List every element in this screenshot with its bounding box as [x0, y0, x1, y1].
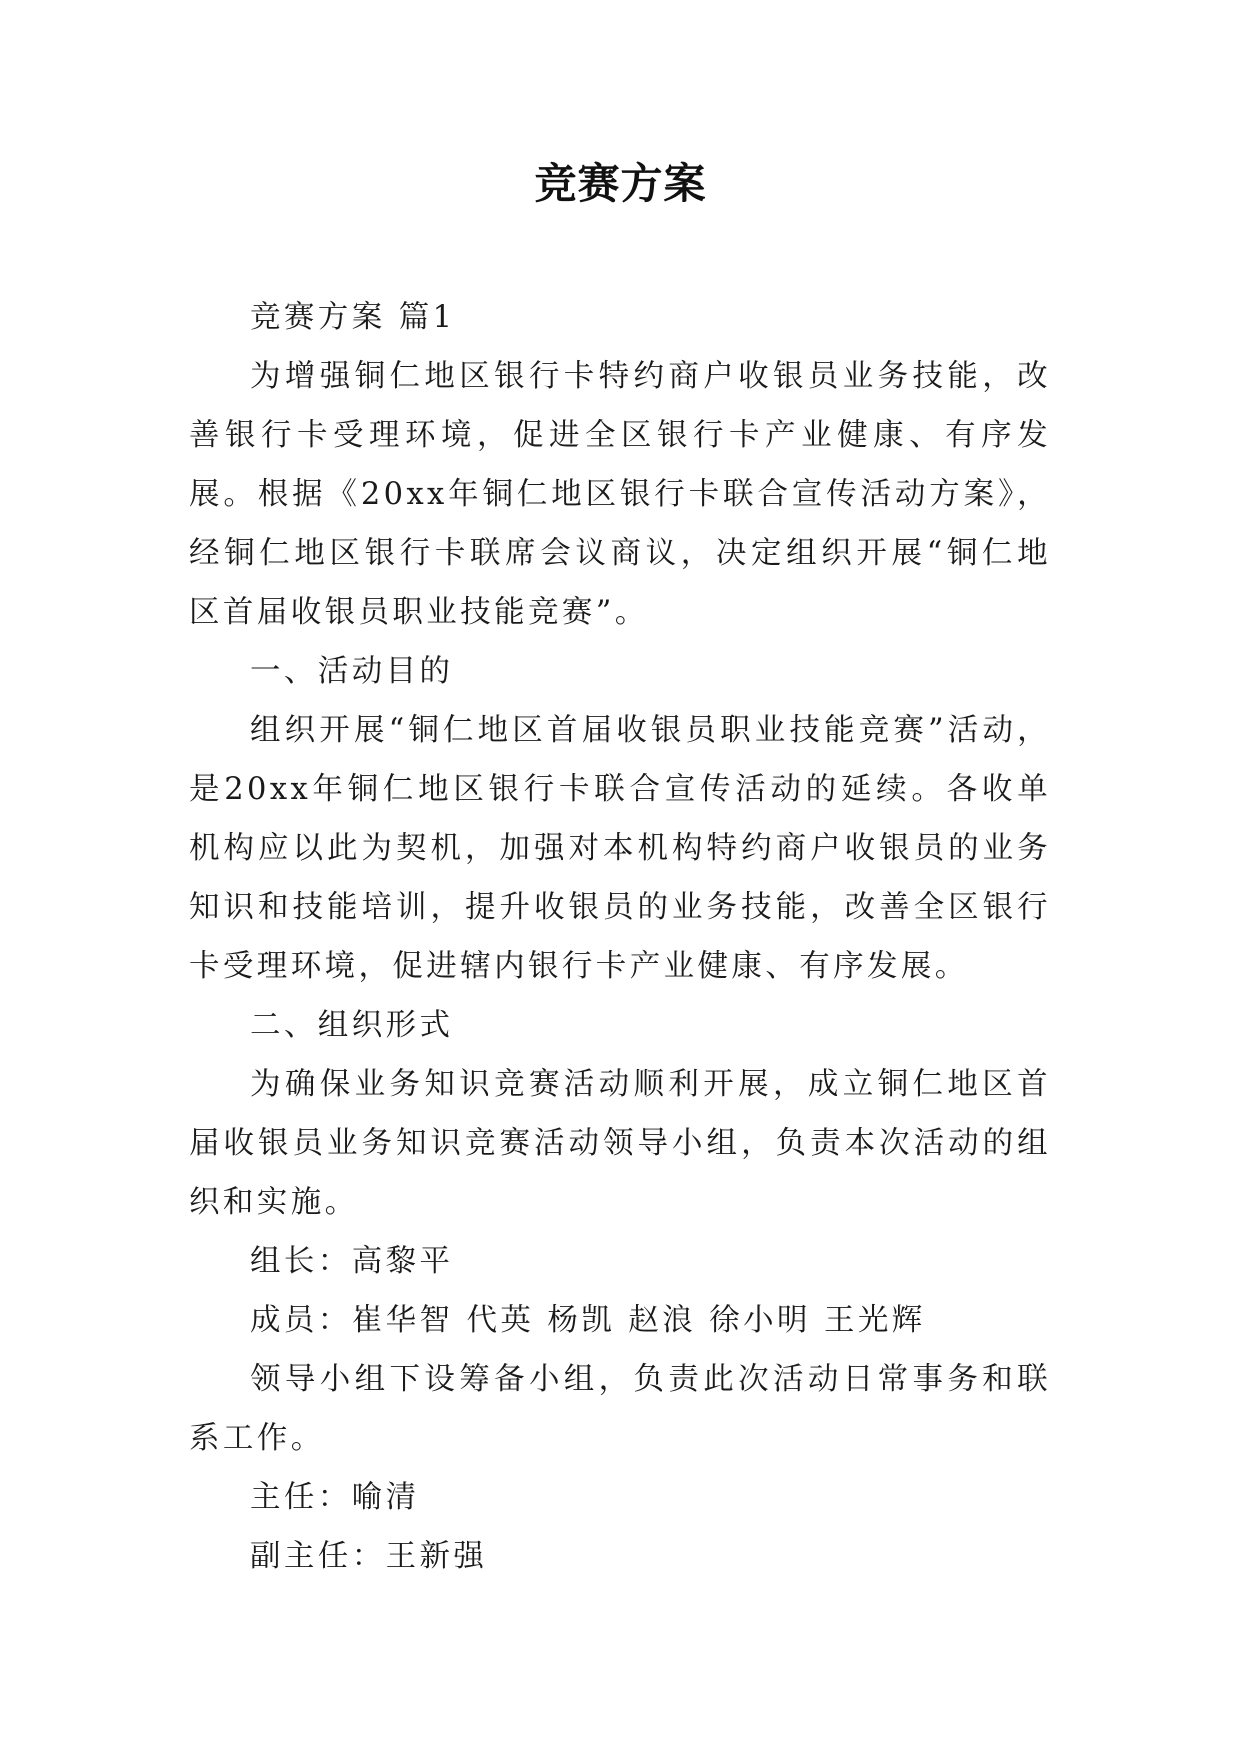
preparatory-group-paragraph: 领导小组下设筹备小组，负责此次活动日常事务和联系工作。 — [189, 1362, 1051, 1456]
group-leader-line: 组长：高黎平 — [250, 1244, 454, 1279]
purpose-paragraph: 组织开展“铜仁地区首届收银员职业技能竞赛”活动，是20xx年铜仁地区银行卡联合宣传活动的延续。各收单机构应以此为契机，加强对本机构特约商户收银员的业务知识和技能培训，提升收银员的业务技能，改善全区银行卡受理环境，促进辖内银行卡产业健康、有序发展。 — [189, 713, 1051, 984]
organization-paragraph: 为确保业务知识竞赛活动顺利开展，成立铜仁地区首届收银员业务知识竞赛活动领导小组，负责本次活动的组织和实施。 — [189, 1067, 1051, 1220]
deputy-director-line: 副主任：王新强 — [250, 1539, 488, 1574]
heading-purpose: 一、活动目的 — [250, 654, 454, 689]
section-heading: 竞赛方案 篇1 — [250, 300, 456, 335]
document-body — [189, 288, 1051, 1586]
members-line: 成员：崔华智 代英 杨凯 赵浪 徐小明 王光辉 — [250, 1303, 926, 1338]
document-title: 竞赛方案 — [534, 159, 707, 208]
heading-organization: 二、组织形式 — [250, 1008, 454, 1043]
director-line: 主任：喻清 — [250, 1480, 420, 1515]
intro-paragraph: 为增强铜仁地区银行卡特约商户收银员业务技能，改善银行卡受理环境，促进全区银行卡产业健康、有序发展。根据《20xx年铜仁地区银行卡联合宣传活动方案》，经铜仁地区银行卡联席会议商议，决定组织开展“铜仁地区首届收银员职业技能竞赛”。 — [189, 359, 1051, 630]
